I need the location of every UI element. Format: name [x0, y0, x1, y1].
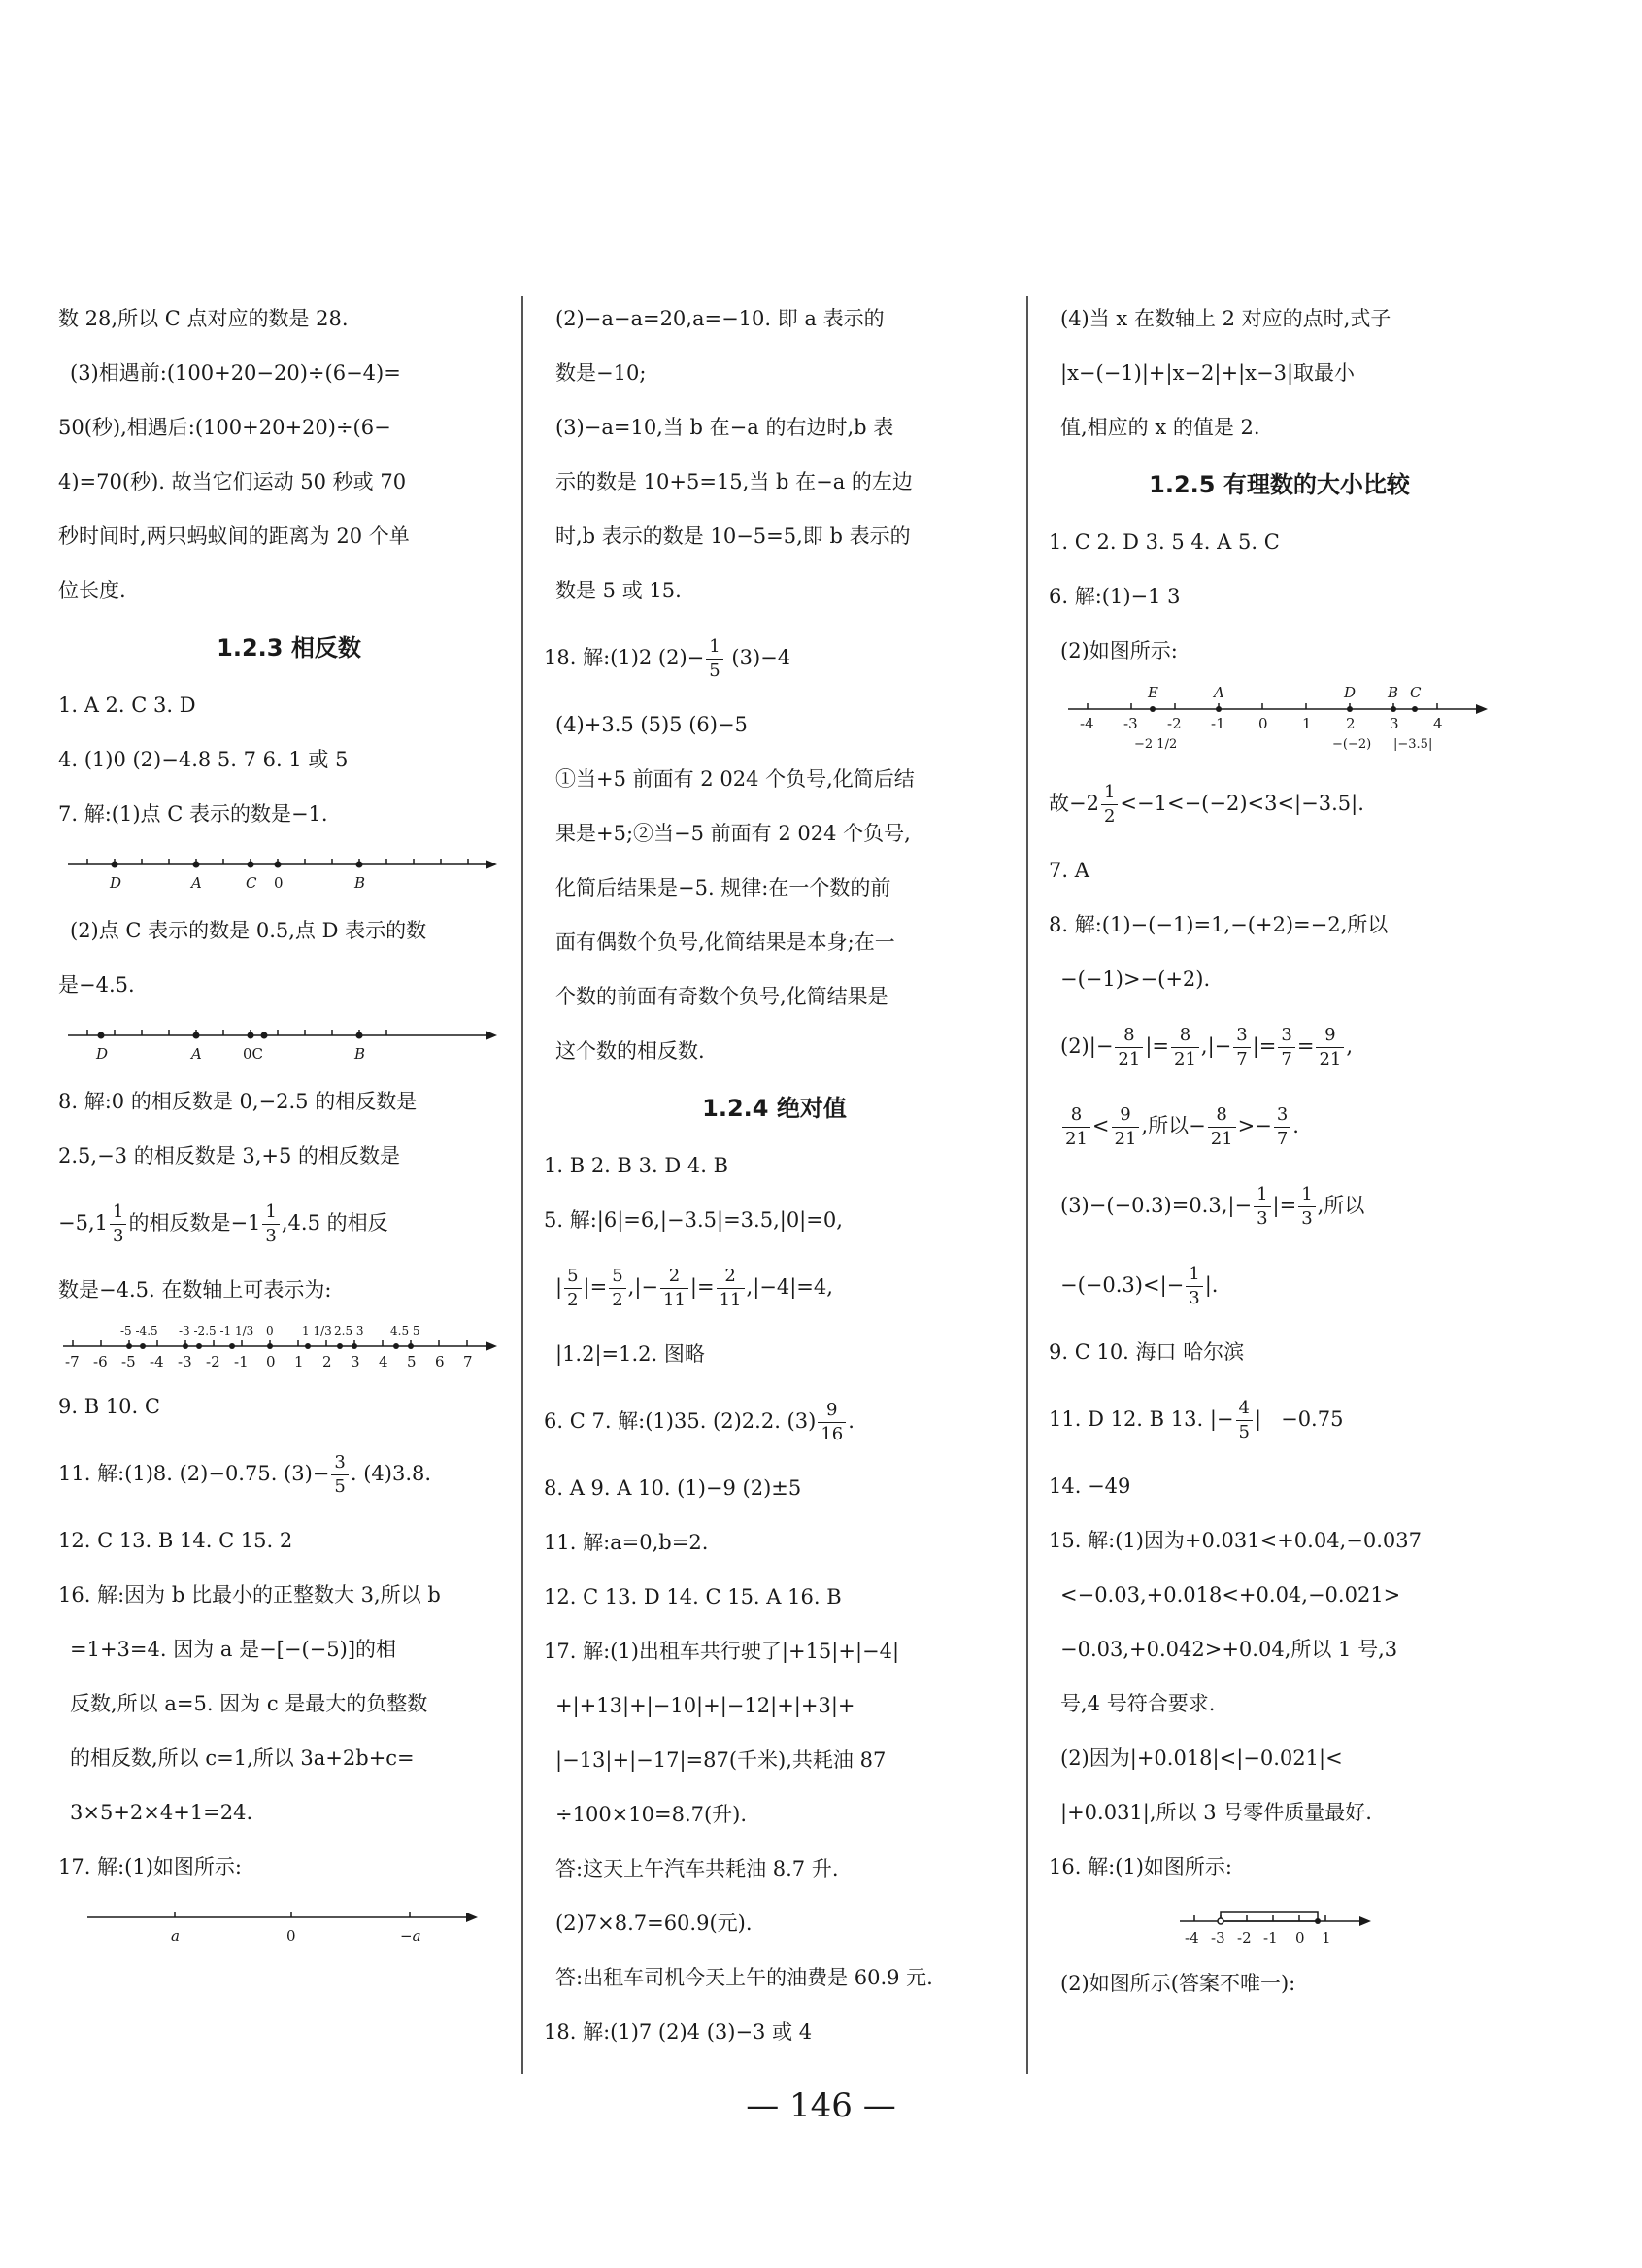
answer-line: −(−0.3)<|− $\frac{1}{3}$ |. [1060, 1264, 1219, 1308]
answer-line: 6. 解:(1)−1 3 [1049, 585, 1181, 608]
text-line: |x−(−1)|+|x−2|+|x−3|取最小 [1060, 361, 1356, 385]
answer-line: |+0.031|,所以 3 号零件质量最好. [1060, 1801, 1372, 1824]
answer-line: (2)|− $\frac{8}{21}$ |= $\frac{8}{21}$ ,|− $\frac{3}{7}$ |= $\frac{3}{7}$ = $\frac{9}{21}$ , [1060, 1025, 1354, 1069]
answer-line: (3)−(−0.3)=0.3,|− $\frac{1}{3}$ |= $\frac{1}{3}$ ,所以 [1060, 1184, 1365, 1229]
answer-line: 化简后结果是−5. 规律:在一个数的前 [555, 876, 891, 899]
answer-line: 7. A [1049, 859, 1089, 882]
fraction: $\frac{5}{2}$ [564, 1265, 581, 1312]
answer-line: | $\frac{5}{2}$ |= $\frac{5}{2}$ ,|− $\frac{2}{11}$ |= $\frac{2}{11}$ ,|−4|=4, [555, 1266, 833, 1310]
tick-label: -2 [1237, 1929, 1252, 1946]
point-label: B [354, 1045, 366, 1063]
column-divider [1026, 296, 1028, 2074]
tick-label: 4 [1433, 715, 1443, 732]
text-line: 时,b 表示的数是 10−5=5,即 b 表示的 [555, 525, 911, 548]
text-span: 11. D 12. B 13. [1049, 1407, 1204, 1431]
answer-line: (2)点 C 表示的数是 0.5,点 D 表示的数 [70, 919, 427, 942]
text-line: 秒时间时,两只蚂蚁间的距离为 20 个单 [58, 525, 410, 548]
tick-label: -3 [178, 1353, 192, 1371]
tick-label: -1 [1211, 715, 1225, 732]
column-divider [521, 296, 523, 2074]
point-label: A [1214, 684, 1224, 701]
point-label: D [96, 1045, 109, 1063]
page-number: — 146 — [746, 2086, 896, 2125]
answer-line [58, 1434, 519, 1513]
text-span: −(−0.3)< [1060, 1273, 1160, 1297]
answer-line: 答:这天上午汽车共耗油 8.7 升. [555, 1857, 839, 1880]
answer-line: 个数的前面有奇数个负号,化简结果是 [555, 985, 888, 1008]
fraction: $\frac{1}{3}$ [110, 1201, 126, 1248]
fraction: $\frac{1}{3}$ [1186, 1263, 1202, 1310]
answer-line: (2)如图所示: [1060, 639, 1178, 662]
tick-label: 0 [1295, 1929, 1305, 1946]
fraction: $\frac{4}{5}$ [1236, 1397, 1253, 1444]
fraction: $\frac{2}{11}$ [660, 1265, 688, 1312]
text-span: −5,1 [58, 1211, 108, 1235]
tick-label: 1 [1322, 1929, 1331, 1946]
fraction: $\frac{8}{21}$ [1208, 1103, 1236, 1151]
answer-line: (2)7×8.7=60.9(元). [555, 1912, 753, 1935]
text-span: = [697, 1275, 715, 1299]
answer-line: 17. 解:(1)出租车共行驶了|+15|+|−4| [544, 1640, 900, 1663]
point-label: B [1388, 684, 1399, 701]
tick-top: 2.5 3 [334, 1324, 364, 1337]
point-below: −(−2) [1332, 737, 1372, 752]
answer-line: 果是+5;②当−5 前面有 2 024 个负号, [555, 822, 911, 845]
text-line: (3)相遇前:(100+20−20)÷(6−4)= [70, 361, 401, 385]
tick-top: 4.5 5 [390, 1324, 420, 1337]
point-label: A [191, 874, 202, 892]
point-label: −a [400, 1927, 421, 1945]
column-right [1049, 291, 1510, 2011]
text-line: 数是−10; [555, 361, 647, 385]
tick-label: -7 [65, 1353, 80, 1371]
tick-label: 2 [322, 1353, 332, 1371]
answer-line: 18. 解:(1)7 (2)4 (3)−3 或 4 [544, 2020, 813, 2044]
tick-top: 0 [266, 1324, 274, 1337]
answer-line: |−13|+|−17|=87(千米),共耗油 87 [555, 1748, 887, 1772]
fraction: $\frac{2}{11}$ [717, 1265, 745, 1312]
answer-line: 1. A 2. C 3. D [58, 694, 196, 717]
answer-line: 这个数的相反数. [555, 1039, 705, 1063]
fraction: $\frac{5}{2}$ [609, 1265, 625, 1312]
answer-line: 6. C 7. 解:(1)35. (2)2.2. (3) $\frac{9}{16}$ . [544, 1400, 855, 1444]
text-span: >− [1237, 1114, 1272, 1137]
answer-line: 5. 解:|6|=6,|−3.5|=3.5,|0|=0, [544, 1208, 843, 1232]
column-middle [544, 291, 1005, 2059]
text-line: 值,相应的 x 的值是 2. [1060, 416, 1260, 439]
tick-label: -4 [1185, 1929, 1199, 1946]
tick-label: 6 [435, 1353, 445, 1371]
tick-label: -6 [93, 1353, 108, 1371]
fraction: $\frac{9}{16}$ [818, 1399, 846, 1446]
text-span: 故−2 [1049, 792, 1099, 815]
text-span: (3)−(−0.3)=0.3, [1060, 1194, 1228, 1217]
tick-label: 4 [379, 1353, 388, 1371]
answer-line: $\frac{8}{21}$ < $\frac{9}{21}$ ,所以− $\frac{8}{21}$ >− $\frac{3}{7}$ . [1049, 1086, 1510, 1166]
answer-line: −0.03,+0.042>+0.04,所以 1 号,3 [1060, 1638, 1398, 1661]
tick-label: 2 [1346, 715, 1356, 732]
answer-line: 8. A 9. A 10. (1)−9 (2)±5 [544, 1476, 802, 1500]
number-line-q17 [58, 1898, 505, 1952]
tick-top: -3 -2.5 -1 1/3 [179, 1324, 254, 1337]
tick-label: 3 [351, 1353, 360, 1371]
point-label: 0C [243, 1045, 264, 1063]
text-span: 11. 解:(1)8. (2)−0.75. (3)− [58, 1462, 330, 1485]
fraction: $\frac{8}{21}$ [1171, 1024, 1199, 1071]
answer-line: 1. B 2. B 3. D 4. B [544, 1154, 729, 1177]
text-line: 50(秒),相遇后:(100+20+20)÷(6− [58, 416, 391, 439]
fraction: $\frac{1}{3}$ [1254, 1183, 1270, 1231]
answer-line: 号,4 号符合要求. [1060, 1692, 1216, 1715]
answer-line: +|+13|+|−10|+|−12|+|+3|+ [555, 1694, 855, 1717]
fraction: $\frac{1}{5}$ [706, 635, 722, 683]
fraction: $\frac{1}{3}$ [1298, 1183, 1315, 1231]
answer-line: 答:出租车司机今天上午的油费是 60.9 元. [555, 1966, 933, 1989]
tick-label: 5 [407, 1353, 417, 1371]
text-line: 位长度. [58, 579, 126, 602]
answer-line: 1. C 2. D 3. 5 4. A 5. C [1049, 530, 1280, 554]
tick-label: -2 [206, 1353, 220, 1371]
text-span: (2) [1060, 1034, 1089, 1058]
text-span: 6. C 7. 解:(1)35. (2)2.2. (3) [544, 1409, 817, 1433]
answer-line: 是−4.5. [58, 973, 135, 997]
point-label: a [171, 1927, 180, 1945]
answer-line: 9. B 10. C [58, 1395, 160, 1418]
answer-line [58, 1183, 519, 1263]
tick-top: -5 -4.5 [120, 1324, 158, 1337]
answer-line: (2)因为|+0.018|<|−0.021|< [1060, 1746, 1343, 1770]
tick-label: -4 [150, 1353, 164, 1371]
text-line: 数是 5 或 15. [555, 579, 682, 602]
point-label: E [1148, 684, 1158, 701]
answer-line: (4)+3.5 (5)5 (6)−5 [555, 713, 748, 736]
tick-label: 0 [266, 1353, 276, 1371]
tick-label: -2 [1167, 715, 1182, 732]
answer-line: 4. (1)0 (2)−4.8 5. 7 6. 1 或 5 [58, 748, 349, 771]
tick-label: -5 [121, 1353, 136, 1371]
text-line: 数 28,所以 C 点对应的数是 28. [58, 307, 349, 330]
answer-line [544, 618, 1005, 697]
answer-line: 面有偶数个负号,化简结果是本身;在一 [555, 931, 895, 954]
point-label: D [110, 874, 122, 892]
answer-line: 反数,所以 a=5. 因为 c 是最大的负整数 [70, 1692, 428, 1715]
text-span: ,所以 [1317, 1194, 1365, 1217]
text-line: (4)当 x 在数轴上 2 对应的点时,式子 [1060, 307, 1391, 330]
number-line-q7-1 [58, 845, 505, 899]
section-title: 1.2.5 有理数的大小比较 [1149, 471, 1410, 498]
fraction: $\frac{3}{7}$ [1233, 1024, 1250, 1071]
section-title: 1.2.3 相反数 [217, 634, 361, 661]
text-line: (2)−a−a=20,a=−10. 即 a 表示的 [555, 307, 885, 330]
answer-line: ①当+5 前面有 2 024 个负号,化简后结 [555, 767, 915, 791]
text-span: . (4)3.8. [350, 1462, 432, 1485]
answer-line: 15. 解:(1)因为+0.031<+0.04,−0.037 [1049, 1529, 1422, 1552]
tick-label: -3 [1123, 715, 1138, 732]
point-label: 0 [286, 1927, 296, 1945]
answer-line: 11. D 12. B 13. |− $\frac{4}{5}$ | −0.75 [1049, 1398, 1344, 1442]
point-below: |−3.5| [1393, 737, 1433, 752]
number-line-q16 [1049, 1898, 1495, 1952]
text-span: ,所以− [1141, 1114, 1206, 1137]
point-label: B [354, 874, 366, 892]
text-span: 的相反数是−1 [128, 1211, 261, 1235]
answer-line: 的相反数,所以 c=1,所以 3a+2b+c= [70, 1746, 415, 1770]
answer-line: 8. 解:0 的相反数是 0,−2.5 的相反数是 [58, 1090, 418, 1113]
answer-line: 12. C 13. D 14. C 15. A 16. B [544, 1585, 842, 1608]
answer-line: 12. C 13. B 14. C 15. 2 [58, 1529, 293, 1552]
answer-line: 7. 解:(1)点 C 表示的数是−1. [58, 802, 328, 826]
section-title: 1.2.4 绝对值 [702, 1095, 847, 1122]
tick-top: 1 1/3 [302, 1324, 332, 1337]
tick-label: 7 [463, 1353, 473, 1371]
tick-label: -1 [234, 1353, 249, 1371]
fraction: $\frac{1}{2}$ [1101, 781, 1118, 829]
answer-line [1049, 763, 1510, 843]
text-span: (3)−4 [724, 646, 791, 669]
text-span: ,|−4|=4, [746, 1275, 833, 1299]
answer-line: <−0.03,+0.018<+0.04,−0.021> [1060, 1583, 1401, 1607]
answer-line: 16. 解:(1)如图所示: [1049, 1855, 1232, 1879]
answer-line: 16. 解:因为 b 比最小的正整数大 3,所以 b [58, 1583, 441, 1607]
fraction: $\frac{3}{7}$ [1274, 1103, 1290, 1151]
column-left [58, 291, 519, 1956]
point-label: C [246, 874, 257, 892]
tick-label: 0 [1258, 715, 1268, 732]
tick-label: 3 [1390, 715, 1399, 732]
tick-label: -3 [1211, 1929, 1225, 1946]
point-label: A [191, 1045, 202, 1063]
answer-line: (2)如图所示(答案不唯一): [1060, 1972, 1296, 1995]
fraction: $\frac{8}{21}$ [1062, 1103, 1090, 1151]
fraction: $\frac{1}{3}$ [262, 1201, 279, 1248]
text-span: 18. 解:(1)2 (2)− [544, 646, 705, 669]
fraction: $\frac{8}{21}$ [1115, 1024, 1143, 1071]
tick-label: -4 [1080, 715, 1094, 732]
answer-line: 3×5+2×4+1=24. [70, 1801, 253, 1824]
text-line: 示的数是 10+5=15,当 b 在−a 的左边 [555, 470, 913, 493]
answer-line: 2.5,−3 的相反数是 3,+5 的相反数是 [58, 1144, 401, 1168]
text-span: −0.75 [1281, 1407, 1344, 1431]
answer-line: 数是−4.5. 在数轴上可表示为: [58, 1278, 332, 1302]
number-line-q7-2 [58, 1016, 505, 1070]
fraction: $\frac{9}{21}$ [1112, 1103, 1140, 1151]
tick-label: -1 [1263, 1929, 1278, 1946]
fraction: $\frac{3}{7}$ [1278, 1024, 1294, 1071]
point-label: 0 [274, 874, 284, 892]
tick-label: 1 [1302, 715, 1312, 732]
answer-line: =1+3=4. 因为 a 是−[−(−5)]的相 [70, 1638, 397, 1661]
text-line: (3)−a=10,当 b 在−a 的右边时,b 表 [555, 416, 894, 439]
tick-label: 1 [294, 1353, 304, 1371]
answer-line: 17. 解:(1)如图所示: [58, 1855, 242, 1879]
text-span: ,4.5 的相反 [281, 1211, 388, 1235]
fraction: $\frac{3}{5}$ [331, 1451, 348, 1499]
text-span: <−1<−(−2)<3<|−3.5|. [1120, 792, 1364, 815]
point-label: C [1410, 684, 1422, 701]
answer-line: 9. C 10. 海口 哈尔滨 [1049, 1340, 1245, 1364]
text-line: 4)=70(秒). 故当它们运动 50 秒或 70 [58, 470, 407, 493]
answer-line: 8. 解:(1)−(−1)=1,−(+2)=−2,所以 [1049, 913, 1389, 936]
answer-line: |1.2|=1.2. 图略 [555, 1342, 705, 1366]
answer-line: 11. 解:a=0,b=2. [544, 1531, 709, 1554]
point-label: D [1344, 684, 1357, 701]
answer-line: ÷100×10=8.7(升). [555, 1803, 748, 1826]
fraction: $\frac{9}{21}$ [1316, 1024, 1344, 1071]
number-line-q6 [1049, 682, 1495, 760]
point-below: −2 1/2 [1134, 737, 1178, 752]
answer-line: 14. −49 [1049, 1474, 1131, 1498]
number-line-q8 [58, 1321, 505, 1375]
answer-line: −(−1)>−(+2). [1060, 967, 1211, 991]
